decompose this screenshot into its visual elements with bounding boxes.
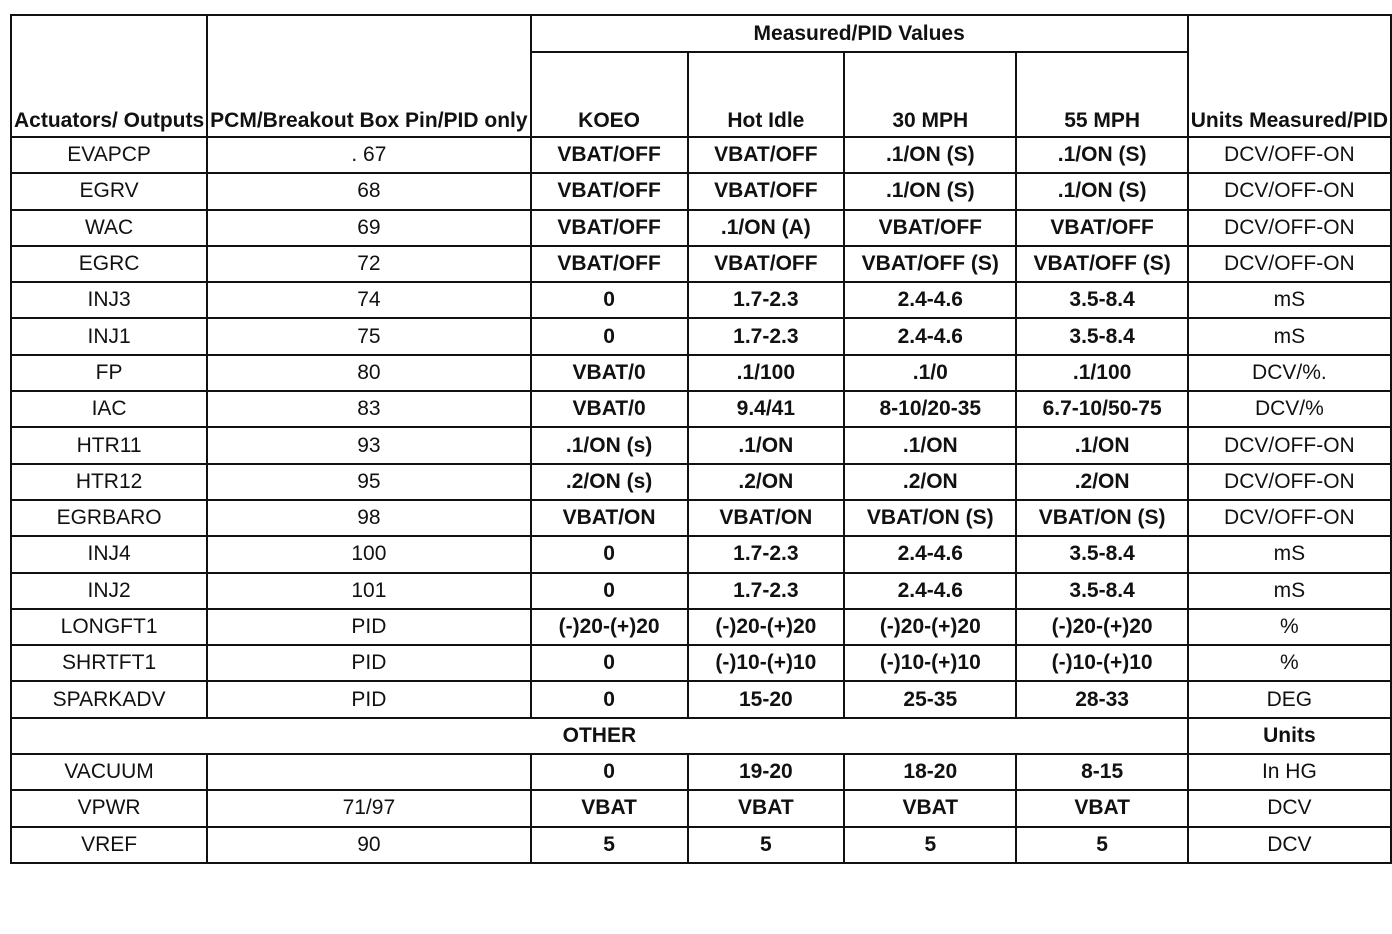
cell-name: VREF <box>11 827 207 863</box>
cell-units: DCV/OFF-ON <box>1188 246 1391 282</box>
cell-30-mph: .2/ON <box>844 464 1016 500</box>
table-row <box>11 645 1391 681</box>
other-units-label: Units <box>1188 718 1391 754</box>
actuator-rows <box>11 137 1391 718</box>
table-row <box>11 464 1391 500</box>
cell-units: % <box>1188 609 1391 645</box>
table-row <box>11 137 1391 173</box>
table-row <box>11 790 1391 826</box>
cell-30-mph: VBAT <box>844 790 1016 826</box>
cell-koeo: VBAT/0 <box>531 391 688 427</box>
cell-koeo: VBAT/0 <box>531 355 688 391</box>
cell-hot-idle: 1.7-2.3 <box>688 573 844 609</box>
cell-name: EGRC <box>11 246 207 282</box>
cell-hot-idle: VBAT/OFF <box>688 173 844 209</box>
other-header-row <box>11 718 1391 754</box>
cell-units: DCV <box>1188 827 1391 863</box>
table-row <box>11 210 1391 246</box>
cell-pin: 101 <box>207 573 530 609</box>
cell-pin: 100 <box>207 536 530 572</box>
table-row <box>11 536 1391 572</box>
cell-55-mph: VBAT/OFF (S) <box>1016 246 1187 282</box>
cell-30-mph: 2.4-4.6 <box>844 282 1016 318</box>
cell-units: DEG <box>1188 681 1391 717</box>
cell-pin: PID <box>207 681 530 717</box>
other-section <box>11 718 1391 754</box>
cell-koeo: 0 <box>531 536 688 572</box>
cell-hot-idle: 1.7-2.3 <box>688 536 844 572</box>
table-row <box>11 827 1391 863</box>
cell-30-mph: VBAT/ON (S) <box>844 500 1016 536</box>
cell-koeo: 0 <box>531 318 688 354</box>
cell-name: WAC <box>11 210 207 246</box>
cell-koeo: (-)20-(+)20 <box>531 609 688 645</box>
header-actuators-outputs: Actuators/ Outputs <box>11 15 207 137</box>
cell-30-mph: 2.4-4.6 <box>844 536 1016 572</box>
cell-units: mS <box>1188 573 1391 609</box>
cell-koeo: .2/ON (s) <box>531 464 688 500</box>
cell-55-mph: 28-33 <box>1016 681 1187 717</box>
cell-name: VACUUM <box>11 754 207 790</box>
cell-name: INJ1 <box>11 318 207 354</box>
cell-30-mph: VBAT/OFF <box>844 210 1016 246</box>
table-row <box>11 573 1391 609</box>
cell-units: In HG <box>1188 754 1391 790</box>
cell-name: VPWR <box>11 790 207 826</box>
cell-name: IAC <box>11 391 207 427</box>
cell-koeo: 0 <box>531 573 688 609</box>
table-row <box>11 500 1391 536</box>
cell-hot-idle: VBAT/ON <box>688 500 844 536</box>
cell-name: INJ4 <box>11 536 207 572</box>
cell-koeo: 0 <box>531 681 688 717</box>
cell-units: DCV/%. <box>1188 355 1391 391</box>
cell-55-mph: 3.5-8.4 <box>1016 318 1187 354</box>
cell-hot-idle: 19-20 <box>688 754 844 790</box>
cell-hot-idle: 5 <box>688 827 844 863</box>
cell-30-mph: (-)10-(+)10 <box>844 645 1016 681</box>
cell-55-mph: 3.5-8.4 <box>1016 282 1187 318</box>
cell-55-mph: .1/ON (S) <box>1016 137 1187 173</box>
cell-30-mph: 25-35 <box>844 681 1016 717</box>
cell-30-mph: 8-10/20-35 <box>844 391 1016 427</box>
cell-hot-idle: 15-20 <box>688 681 844 717</box>
cell-koeo: .1/ON (s) <box>531 427 688 463</box>
cell-pin: PID <box>207 609 530 645</box>
cell-units: mS <box>1188 318 1391 354</box>
cell-30-mph: 18-20 <box>844 754 1016 790</box>
cell-pin <box>207 754 530 790</box>
cell-hot-idle: 9.4/41 <box>688 391 844 427</box>
cell-hot-idle: VBAT <box>688 790 844 826</box>
cell-koeo: VBAT/OFF <box>531 210 688 246</box>
cell-55-mph: 6.7-10/50-75 <box>1016 391 1187 427</box>
cell-units: % <box>1188 645 1391 681</box>
cell-hot-idle: (-)10-(+)10 <box>688 645 844 681</box>
cell-koeo: 0 <box>531 645 688 681</box>
cell-30-mph: .1/0 <box>844 355 1016 391</box>
table-row <box>11 427 1391 463</box>
cell-name: HTR12 <box>11 464 207 500</box>
cell-units: DCV/OFF-ON <box>1188 137 1391 173</box>
cell-55-mph: 3.5-8.4 <box>1016 573 1187 609</box>
cell-hot-idle: VBAT/OFF <box>688 246 844 282</box>
cell-pin: 74 <box>207 282 530 318</box>
cell-55-mph: VBAT/ON (S) <box>1016 500 1187 536</box>
cell-name: INJ3 <box>11 282 207 318</box>
cell-units: DCV/OFF-ON <box>1188 210 1391 246</box>
cell-units: DCV/OFF-ON <box>1188 427 1391 463</box>
cell-units: mS <box>1188 536 1391 572</box>
cell-pin: 75 <box>207 318 530 354</box>
cell-pin: 98 <box>207 500 530 536</box>
cell-units: DCV/OFF-ON <box>1188 173 1391 209</box>
cell-pin: 71/97 <box>207 790 530 826</box>
cell-units: mS <box>1188 282 1391 318</box>
header-55-mph: 55 MPH <box>1016 52 1187 137</box>
cell-30-mph: .1/ON <box>844 427 1016 463</box>
cell-pin: . 67 <box>207 137 530 173</box>
cell-name: INJ2 <box>11 573 207 609</box>
cell-55-mph: VBAT <box>1016 790 1187 826</box>
cell-30-mph: (-)20-(+)20 <box>844 609 1016 645</box>
cell-koeo: 5 <box>531 827 688 863</box>
cell-name: EGRBARO <box>11 500 207 536</box>
cell-55-mph: .2/ON <box>1016 464 1187 500</box>
table-row <box>11 681 1391 717</box>
cell-55-mph: .1/100 <box>1016 355 1187 391</box>
cell-55-mph: (-)20-(+)20 <box>1016 609 1187 645</box>
table-row <box>11 391 1391 427</box>
cell-hot-idle: (-)20-(+)20 <box>688 609 844 645</box>
table-row <box>11 609 1391 645</box>
cell-name: EVAPCP <box>11 137 207 173</box>
header-koeo: KOEO <box>531 52 688 137</box>
cell-pin: 93 <box>207 427 530 463</box>
header-units-measured-pid: Units Measured/PID <box>1188 15 1391 137</box>
cell-koeo: VBAT/OFF <box>531 173 688 209</box>
other-rows <box>11 754 1391 863</box>
cell-name: SHRTFT1 <box>11 645 207 681</box>
cell-55-mph: 5 <box>1016 827 1187 863</box>
cell-koeo: VBAT <box>531 790 688 826</box>
table-row <box>11 355 1391 391</box>
cell-55-mph: 8-15 <box>1016 754 1187 790</box>
cell-hot-idle: VBAT/OFF <box>688 137 844 173</box>
cell-pin: 83 <box>207 391 530 427</box>
cell-hot-idle: .2/ON <box>688 464 844 500</box>
header-measured-pid-values: Measured/PID Values <box>531 15 1188 52</box>
header-pcm-breakout-pin: PCM/Breakout Box Pin/PID only <box>207 15 530 137</box>
cell-name: SPARKADV <box>11 681 207 717</box>
cell-koeo: VBAT/OFF <box>531 246 688 282</box>
table-row <box>11 318 1391 354</box>
cell-30-mph: 5 <box>844 827 1016 863</box>
cell-hot-idle: 1.7-2.3 <box>688 282 844 318</box>
header-hot-idle: Hot Idle <box>688 52 844 137</box>
cell-30-mph: 2.4-4.6 <box>844 318 1016 354</box>
cell-30-mph: VBAT/OFF (S) <box>844 246 1016 282</box>
cell-koeo: VBAT/OFF <box>531 137 688 173</box>
cell-name: EGRV <box>11 173 207 209</box>
cell-55-mph: (-)10-(+)10 <box>1016 645 1187 681</box>
cell-pin: 90 <box>207 827 530 863</box>
cell-30-mph: .1/ON (S) <box>844 173 1016 209</box>
cell-55-mph: 3.5-8.4 <box>1016 536 1187 572</box>
cell-pin: 69 <box>207 210 530 246</box>
cell-pin: 80 <box>207 355 530 391</box>
cell-pin: 68 <box>207 173 530 209</box>
cell-koeo: 0 <box>531 282 688 318</box>
other-section-label: OTHER <box>11 718 1188 754</box>
cell-units: DCV/OFF-ON <box>1188 500 1391 536</box>
cell-55-mph: .1/ON <box>1016 427 1187 463</box>
cell-hot-idle: 1.7-2.3 <box>688 318 844 354</box>
cell-hot-idle: .1/ON (A) <box>688 210 844 246</box>
cell-pin: 72 <box>207 246 530 282</box>
cell-hot-idle: .1/100 <box>688 355 844 391</box>
cell-hot-idle: .1/ON <box>688 427 844 463</box>
table-row <box>11 173 1391 209</box>
table-row <box>11 754 1391 790</box>
cell-units: DCV/OFF-ON <box>1188 464 1391 500</box>
pid-values-table <box>10 14 1392 864</box>
table-row <box>11 246 1391 282</box>
cell-name: LONGFT1 <box>11 609 207 645</box>
cell-units: DCV <box>1188 790 1391 826</box>
cell-pin: 95 <box>207 464 530 500</box>
table-row <box>11 282 1391 318</box>
cell-name: FP <box>11 355 207 391</box>
cell-koeo: 0 <box>531 754 688 790</box>
cell-name: HTR11 <box>11 427 207 463</box>
cell-pin: PID <box>207 645 530 681</box>
cell-30-mph: .1/ON (S) <box>844 137 1016 173</box>
header-30-mph: 30 MPH <box>844 52 1016 137</box>
cell-55-mph: VBAT/OFF <box>1016 210 1187 246</box>
cell-koeo: VBAT/ON <box>531 500 688 536</box>
cell-units: DCV/% <box>1188 391 1391 427</box>
cell-30-mph: 2.4-4.6 <box>844 573 1016 609</box>
cell-55-mph: .1/ON (S) <box>1016 173 1187 209</box>
